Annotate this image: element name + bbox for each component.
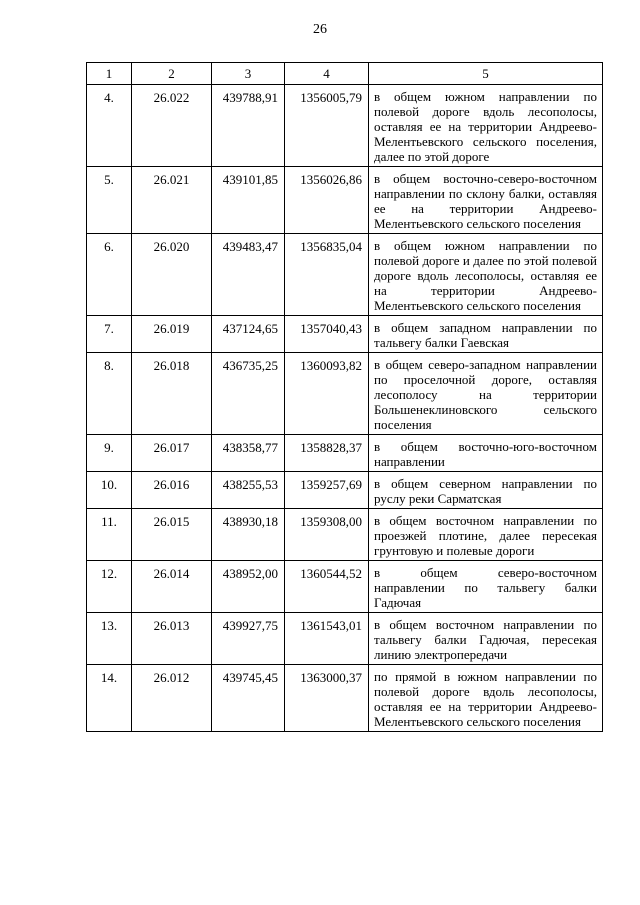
row-number-cell: 12. xyxy=(87,561,132,613)
column-header: 1 xyxy=(87,63,132,85)
row-number-cell: 5. xyxy=(87,167,132,234)
row-number-cell: 8. xyxy=(87,353,132,435)
point-id-cell: 26.016 xyxy=(132,472,212,509)
table-row xyxy=(87,234,603,316)
x-coordinate-cell: 438255,53 xyxy=(212,472,285,509)
table-row xyxy=(87,561,603,613)
page-number: 26 xyxy=(313,22,327,37)
x-coordinate-cell: 439788,91 xyxy=(212,85,285,167)
column-header: 2 xyxy=(132,63,212,85)
x-coordinate-cell: 438930,18 xyxy=(212,509,285,561)
y-coordinate-cell: 1359308,00 xyxy=(285,509,369,561)
y-coordinate-cell: 1359257,69 xyxy=(285,472,369,509)
description-cell: в общем восточном направлении по тальвегу балки Гадючая, пересекая линию электропередачи xyxy=(369,613,603,665)
x-coordinate-cell: 437124,65 xyxy=(212,316,285,353)
y-coordinate-cell: 1361543,01 xyxy=(285,613,369,665)
table-row xyxy=(87,85,603,167)
point-id-cell: 26.013 xyxy=(132,613,212,665)
y-coordinate-cell: 1360093,82 xyxy=(285,353,369,435)
table-row xyxy=(87,167,603,234)
x-coordinate-cell: 439483,47 xyxy=(212,234,285,316)
x-coordinate-cell: 438358,77 xyxy=(212,435,285,472)
table-row xyxy=(87,435,603,472)
y-coordinate-cell: 1360544,52 xyxy=(285,561,369,613)
point-id-cell: 26.020 xyxy=(132,234,212,316)
row-number-cell: 9. xyxy=(87,435,132,472)
row-number-cell: 7. xyxy=(87,316,132,353)
y-coordinate-cell: 1356005,79 xyxy=(285,85,369,167)
y-coordinate-cell: 1356835,04 xyxy=(285,234,369,316)
table-row xyxy=(87,613,603,665)
description-cell: в общем западном направлении по тальвегу балки Гаевская xyxy=(369,316,603,353)
description-cell: по прямой в южном направлении по полевой дороге вдоль лесополосы, оставляя ее на территории Андреево-Мелентьевского сельского поселения xyxy=(369,665,603,732)
y-coordinate-cell: 1356026,86 xyxy=(285,167,369,234)
point-id-cell: 26.018 xyxy=(132,353,212,435)
row-number-cell: 13. xyxy=(87,613,132,665)
table-body xyxy=(87,85,603,732)
table-row xyxy=(87,665,603,732)
point-id-cell: 26.012 xyxy=(132,665,212,732)
x-coordinate-cell: 436735,25 xyxy=(212,353,285,435)
y-coordinate-cell: 1363000,37 xyxy=(285,665,369,732)
description-cell: в общем северо-западном направлении по проселочной дороге, оставляя лесополосу на территории Большенеклиновского сельского поселения xyxy=(369,353,603,435)
row-number-cell: 10. xyxy=(87,472,132,509)
table-row xyxy=(87,509,603,561)
description-cell: в общем северном направлении по руслу реки Сарматская xyxy=(369,472,603,509)
row-number-cell: 11. xyxy=(87,509,132,561)
table-header-row xyxy=(87,63,603,85)
table-row xyxy=(87,472,603,509)
point-id-cell: 26.014 xyxy=(132,561,212,613)
description-cell: в общем северо-восточном направлении по тальвегу балки Гадючая xyxy=(369,561,603,613)
row-number-cell: 4. xyxy=(87,85,132,167)
y-coordinate-cell: 1357040,43 xyxy=(285,316,369,353)
x-coordinate-cell: 439101,85 xyxy=(212,167,285,234)
point-id-cell: 26.017 xyxy=(132,435,212,472)
description-cell: в общем восточном направлении по проезжей плотине, далее пересекая грунтовую и полевые дороги xyxy=(369,509,603,561)
column-header: 4 xyxy=(285,63,369,85)
point-id-cell: 26.022 xyxy=(132,85,212,167)
table-row xyxy=(87,316,603,353)
row-number-cell: 14. xyxy=(87,665,132,732)
table-row xyxy=(87,353,603,435)
description-cell: в общем южном направлении по полевой дороге и далее по этой полевой дороге вдоль лесополосы, оставляя ее на территории Андреево-Мелентьевского сельского поселения xyxy=(369,234,603,316)
y-coordinate-cell: 1358828,37 xyxy=(285,435,369,472)
boundary-table xyxy=(86,62,603,732)
x-coordinate-cell: 439927,75 xyxy=(212,613,285,665)
point-id-cell: 26.019 xyxy=(132,316,212,353)
row-number-cell: 6. xyxy=(87,234,132,316)
point-id-cell: 26.021 xyxy=(132,167,212,234)
point-id-cell: 26.015 xyxy=(132,509,212,561)
column-header: 5 xyxy=(369,63,603,85)
x-coordinate-cell: 438952,00 xyxy=(212,561,285,613)
description-cell: в общем южном направлении по полевой дороге вдоль лесополосы, оставляя ее на территории Андреево-Мелентьевского сельского поселения, далее по этой дороге xyxy=(369,85,603,167)
x-coordinate-cell: 439745,45 xyxy=(212,665,285,732)
column-header: 3 xyxy=(212,63,285,85)
description-cell: в общем восточно-юго-восточном направлении xyxy=(369,435,603,472)
description-cell: в общем восточно-северо-восточном направлении по склону балки, оставляя ее на территории Андреево-Мелентьевского сельского поселения xyxy=(369,167,603,234)
